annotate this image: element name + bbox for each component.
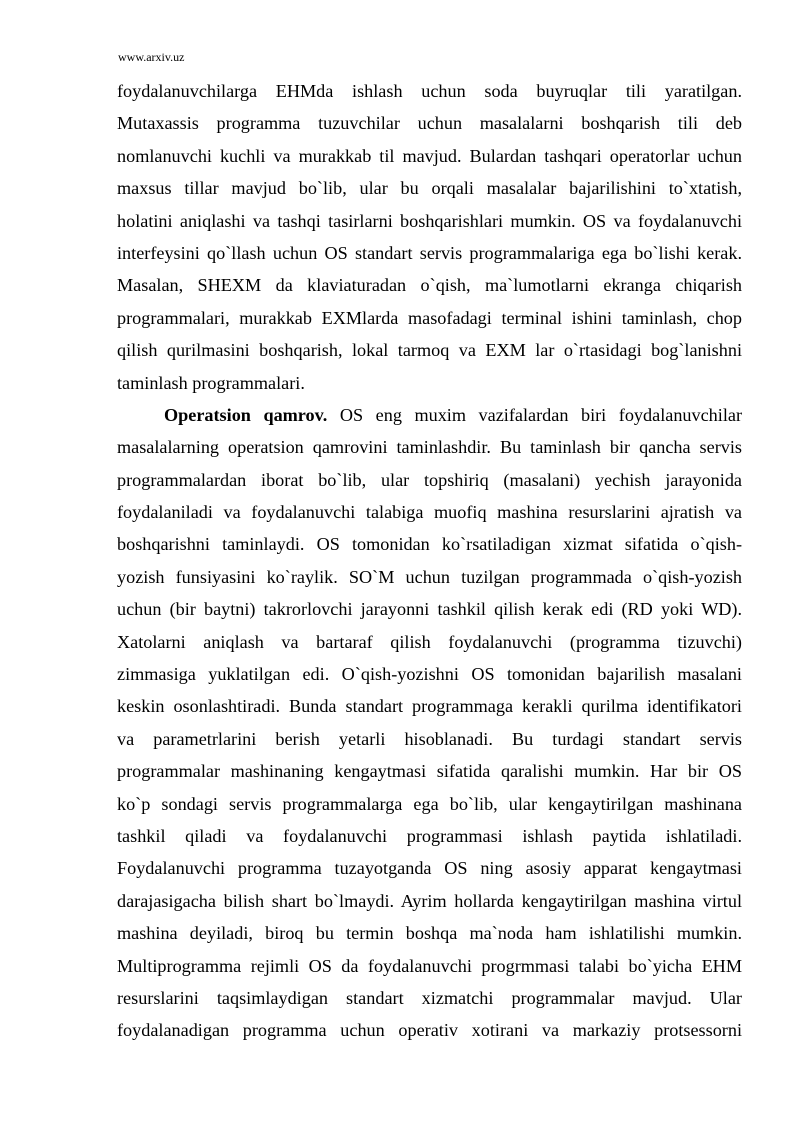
text-line: boshqarishni taminlaydi. OS tomonidan ko`rsatiladigan xizmat sifatida o`qish-: [117, 534, 742, 555]
text-line: yozish funsiyasini ko`raylik. SO`M uchun tuzilgan programmada o`qish-yozish: [117, 566, 742, 587]
site-url: www.arxiv.uz: [118, 50, 185, 64]
text-line: Mutaxassis programma tuzuvchilar uchun masalalarni boshqarish tili deb: [117, 113, 742, 134]
text-line: darajasigacha bilish shart bo`lmaydi. Ayrim hollarda kengaytirilgan mashina virtul: [117, 890, 742, 911]
body-text: [117, 75, 742, 1047]
text-line: zimmasiga yuklatilgan edi. O`qish-yozishni OS tomonidan bajarilish masalani: [117, 664, 742, 685]
text-line: mashina deyiladi, biroq bu termin boshqa ma`noda ham ishlatilishi mumkin.: [117, 923, 742, 944]
text-line: Masalan, SHEXM da klaviaturadan o`qish, ma`lumotlarni ekranga chiqarish: [117, 275, 742, 296]
text-line: maxsus tillar mavjud bo`lib, ular bu orqali masalalar bajarilishini to`xtatish,: [117, 178, 742, 199]
text-line: interfeysini qo`llash uchun OS standart servis programmalariga ega bo`lishi kerak.: [117, 242, 742, 263]
text-line: masalalarning operatsion qamrovini taminlashdir. Bu taminlash bir qancha servis: [117, 437, 742, 458]
text-line: Xatolarni aniqlash va bartaraf qilish foydalanuvchi (programma tizuvchi): [117, 631, 742, 652]
text-line: resurslarini taqsimlaydigan standart xizmatchi programmalar mavjud. Ular: [117, 987, 742, 1008]
text-line: Multiprogramma rejimli OS da foydalanuvchi progrmmasi talabi bo`yicha EHM: [117, 955, 742, 976]
paragraph-2: [117, 399, 742, 1047]
text-line: programmalardan iborat bo`lib, ular topshiriq (masalani) yechish jarayonida: [117, 469, 742, 490]
text-line: taminlash programmalari.: [117, 372, 305, 393]
text-line: tashkil qiladi va foydalanuvchi programmasi ishlash paytida ishlatiladi.: [117, 825, 742, 846]
text-run: OS eng muxim vazifalardan biri foydalanuvchilar: [327, 404, 742, 425]
text-line: nomlanuvchi kuchli va murakkab til mavjud. Bulardan tashqari operatorlar uchun: [117, 145, 742, 166]
text-line: Foydalanuvchi programma tuzayotganda OS ning asosiy apparat kengaytmasi: [117, 858, 742, 879]
text-line-first: [117, 399, 742, 431]
text-line: programmalar mashinaning kengaytmasi sifatida qaralishi mumkin. Har bir OS: [117, 761, 742, 782]
text-line: holatini aniqlashi va tashqi tasirlarni boshqarishlari mumkin. OS va foydalanuvchi: [117, 210, 742, 231]
section-heading: Operatsion qamrov.: [164, 404, 328, 425]
text-line: ko`p sondagi servis programmalarga ega bo`lib, ular kengaytirilgan mashinana: [117, 793, 742, 814]
text-line: foydalanadigan programma uchun operativ xotirani va markaziy protsessorni: [117, 1020, 742, 1041]
text-line: keskin osonlashtiradi. Bunda standart programmaga kerakli qurilma identifikatori: [117, 696, 742, 717]
text-line: foydalanuvchilarga EHMda ishlash uchun soda buyruqlar tili yaratilgan.: [117, 81, 742, 101]
text-line: uchun (bir baytni) takrorlovchi jarayonni tashkil qilish kerak edi (RD yoki WD).: [117, 599, 742, 620]
text-line: qilish qurilmasini boshqarish, lokal tarmoq va EXM lar o`rtasidagi bog`lanishni: [117, 340, 742, 361]
paragraph-1: [117, 75, 742, 399]
text-line: foydalaniladi va foydalanuvchi talabiga muofiq mashina resurslarini ajratish va: [117, 502, 742, 523]
text-line: va parametrlarini berish yetarli hisoblanadi. Bu turdagi standart servis: [117, 728, 742, 749]
text-line: programmalari, murakkab EXMlarda masofadagi terminal ishini taminlash, chop: [117, 307, 742, 328]
